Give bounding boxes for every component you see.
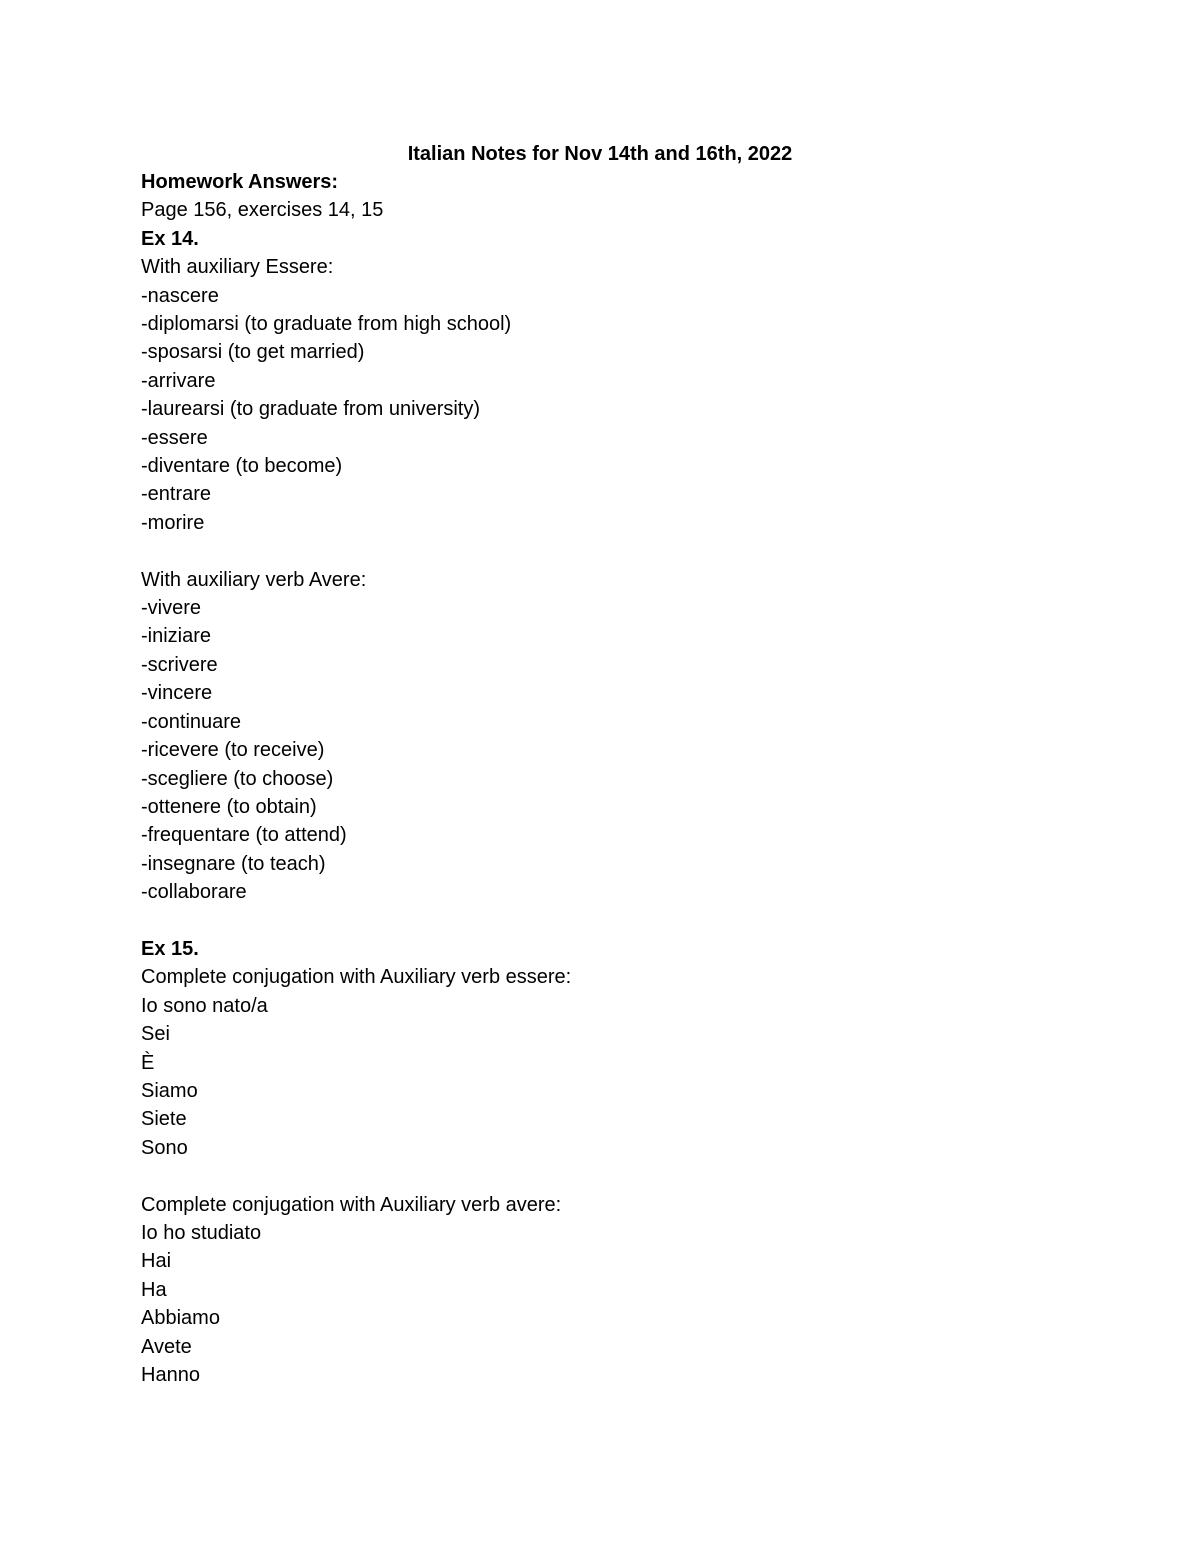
list-item: -laurearsi (to graduate from university): [141, 398, 481, 421]
ex15-avere-list: [141, 1219, 1101, 1389]
ex14-essere-intro: With auxiliary Essere:: [141, 256, 334, 279]
list-item: Avete: [141, 1335, 192, 1358]
list-item: -scegliere (to choose): [141, 767, 334, 790]
list-item: -sposarsi (to get married): [141, 341, 365, 364]
list-item: -vivere: [141, 597, 202, 620]
list-item: Io sono nato/a: [141, 994, 268, 1017]
list-item: -frequentare (to attend): [141, 824, 347, 847]
homework-heading: Homework Answers:: [141, 171, 339, 193]
list-item: -nascere: [141, 284, 219, 307]
document-title: Italian Notes for Nov 14th and 16th, 2022: [407, 143, 793, 165]
list-item: -ricevere (to receive): [141, 739, 325, 762]
ex15-essere-list: [141, 992, 1101, 1162]
list-item: Hai: [141, 1250, 172, 1273]
spacer: [141, 907, 1101, 935]
homework-page-reference: Page 156, exercises 14, 15: [141, 199, 384, 222]
ex14-heading: Ex 14.: [141, 227, 199, 250]
list-item: -ottenere (to obtain): [141, 795, 317, 818]
ex14-avere-list: [141, 594, 1101, 906]
list-item: -diventare (to become): [141, 455, 343, 478]
list-item: Ha: [141, 1278, 167, 1301]
ex15-avere-intro: Complete conjugation with Auxiliary verb avere:: [141, 1193, 562, 1216]
list-item: -morire: [141, 511, 205, 534]
spacer: [141, 1162, 1101, 1190]
ex15-essere-intro: Complete conjugation with Auxiliary verb essere:: [141, 966, 572, 989]
list-item: Sono: [141, 1136, 188, 1159]
list-item: Siamo: [141, 1079, 198, 1102]
list-item: Hanno: [141, 1364, 200, 1387]
list-item: -continuare: [141, 710, 242, 733]
list-item: Sei: [141, 1023, 170, 1046]
list-item: -vincere: [141, 682, 213, 705]
document-body: [141, 168, 1101, 1389]
list-item: -essere: [141, 426, 208, 449]
ex14-avere-intro: With auxiliary verb Avere:: [141, 568, 367, 591]
list-item: -entrare: [141, 483, 212, 506]
list-item: -diplomarsi (to graduate from high school): [141, 313, 512, 336]
list-item: -arrivare: [141, 369, 216, 392]
ex15-heading: Ex 15.: [141, 937, 199, 960]
spacer: [141, 537, 1101, 565]
list-item: Io ho studiato: [141, 1221, 262, 1244]
list-item: Abbiamo: [141, 1307, 220, 1330]
ex14-essere-list: [141, 282, 1101, 538]
list-item: -insegnare (to teach): [141, 852, 326, 875]
list-item: -collaborare: [141, 881, 247, 904]
list-item: -iniziare: [141, 625, 212, 648]
list-item: È: [141, 1051, 155, 1074]
list-item: -scrivere: [141, 653, 218, 676]
list-item: Siete: [141, 1108, 187, 1131]
